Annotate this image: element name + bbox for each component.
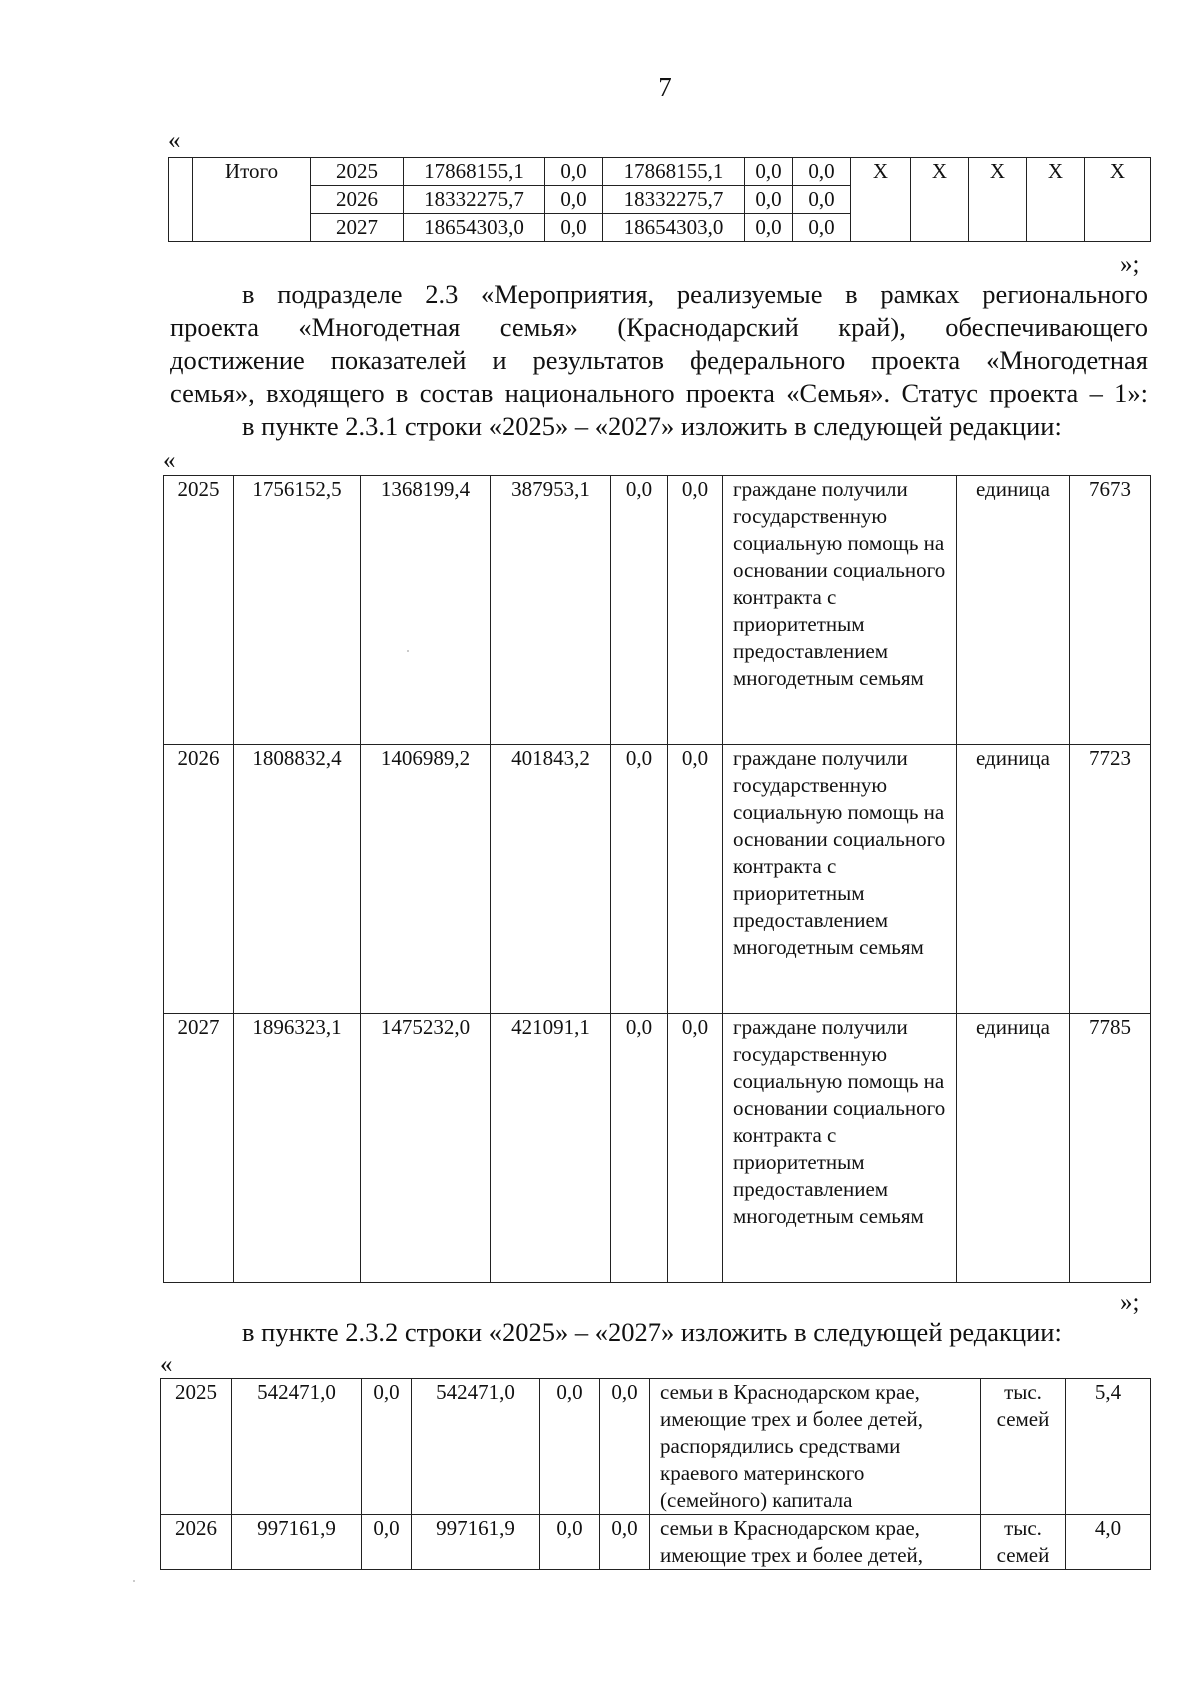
table-cell: 997161,9: [232, 1515, 362, 1570]
table-row: [161, 1515, 1151, 1570]
table-cell: 2027: [164, 1014, 234, 1283]
table-cell: граждане получили государственную социальную помощь на основании социального контракта с приоритетным предоставлением многодетным семьям: [723, 745, 957, 1014]
table-cell: 0,0: [793, 186, 851, 214]
table-cell: 0,0: [611, 1014, 668, 1283]
table-cell: 0,0: [745, 186, 793, 214]
table-cell: 17868155,1: [603, 158, 745, 186]
table-cell: 0,0: [668, 476, 723, 745]
paragraph-line: в подразделе 2.3 «Мероприятия, реализуемые в рамках регионального: [242, 279, 1148, 309]
table-cell: 0,0: [362, 1515, 412, 1570]
table-cell: 17868155,1: [404, 158, 545, 186]
table-cell: граждане получили государственную социальную помощь на основании социального контракта с приоритетным предоставлением многодетным семьям: [723, 1014, 957, 1283]
table-cell: 0,0: [745, 158, 793, 186]
close-quote-1: »;: [1120, 251, 1140, 278]
x-cell: Х: [1027, 158, 1085, 242]
table-cell: 18654303,0: [404, 214, 545, 242]
table-cell: 7673: [1070, 476, 1151, 745]
scan-speck: [133, 1580, 135, 1582]
table-cell: 0,0: [600, 1379, 650, 1515]
table-cell: 18654303,0: [603, 214, 745, 242]
itogo-table: [168, 157, 1151, 242]
table-cell: 1368199,4: [361, 476, 491, 745]
table-cell: [169, 158, 193, 242]
table-cell: единица: [957, 476, 1070, 745]
table-cell: 1756152,5: [234, 476, 361, 745]
table-cell: 0,0: [793, 158, 851, 186]
table-cell: тыс. семей: [981, 1379, 1066, 1515]
table-cell: 0,0: [540, 1515, 600, 1570]
open-quote-1: «: [168, 127, 181, 154]
table-cell: 387953,1: [491, 476, 611, 745]
table-cell: тыс. семей: [981, 1515, 1066, 1570]
table-cell: 0,0: [545, 214, 603, 242]
table-row: [164, 1014, 1151, 1283]
x-cell: Х: [969, 158, 1027, 242]
table-cell: 7723: [1070, 745, 1151, 1014]
table-cell: 1808832,4: [234, 745, 361, 1014]
table-cell: 997161,9: [412, 1515, 540, 1570]
table-cell: 18332275,7: [404, 186, 545, 214]
table-cell: 7785: [1070, 1014, 1151, 1283]
table-cell: 0,0: [600, 1515, 650, 1570]
table-row: [169, 158, 1151, 186]
table-row: [161, 1379, 1151, 1515]
page-number: 7: [658, 72, 672, 102]
table-2-3-2: [160, 1378, 1151, 1570]
open-quote-2: «: [163, 447, 176, 474]
table-cell: семьи в Краснодарском крае, имеющие трех и более детей, распорядились средствами краевого материнского (семейного) капитала: [650, 1379, 981, 1515]
table-cell: 1475232,0: [361, 1014, 491, 1283]
table-cell: семьи в Краснодарском крае, имеющие трех и более детей,: [650, 1515, 981, 1570]
table-cell: единица: [957, 745, 1070, 1014]
x-cell: Х: [911, 158, 969, 242]
x-cell: Х: [851, 158, 911, 242]
table-cell: 0,0: [745, 214, 793, 242]
table-cell: 0,0: [793, 214, 851, 242]
table-cell: 542471,0: [412, 1379, 540, 1515]
table-cell: граждане получили государственную социальную помощь на основании социального контракта с приоритетным предоставлением многодетным семьям: [723, 476, 957, 745]
table-cell: 2027: [311, 214, 404, 242]
table-row: [164, 476, 1151, 745]
close-quote-2: »;: [1120, 1289, 1140, 1316]
table-cell: 2025: [164, 476, 234, 745]
table-cell: 2026: [161, 1515, 232, 1570]
paragraph-line: достижение показателей и результатов федерального проекта «Многодетная: [170, 345, 1148, 375]
paragraph-2: в пункте 2.3.1 строки «2025» – «2027» изложить в следующей редакции:: [242, 411, 1062, 441]
paragraph-line: проекта «Многодетная семья» (Краснодарский край), обеспечивающего: [170, 312, 1148, 342]
table-cell: 0,0: [668, 745, 723, 1014]
table-cell: 421091,1: [491, 1014, 611, 1283]
table-row: [164, 745, 1151, 1014]
table-cell: 0,0: [611, 745, 668, 1014]
table-cell: 4,0: [1066, 1515, 1151, 1570]
scan-speck: [407, 650, 409, 652]
table-cell: 2025: [161, 1379, 232, 1515]
itogo-label: Итого: [193, 158, 311, 242]
table-cell: единица: [957, 1014, 1070, 1283]
table-cell: 2025: [311, 158, 404, 186]
table-cell: 0,0: [668, 1014, 723, 1283]
table-2-3-1: [163, 475, 1151, 1283]
table-cell: 1896323,1: [234, 1014, 361, 1283]
open-quote-3: «: [160, 1351, 173, 1378]
table-cell: 2026: [164, 745, 234, 1014]
paragraph-3: в пункте 2.3.2 строки «2025» – «2027» изложить в следующей редакции:: [242, 1317, 1062, 1347]
table-cell: 0,0: [545, 158, 603, 186]
table-cell: 0,0: [545, 186, 603, 214]
x-cell: Х: [1085, 158, 1151, 242]
table-cell: 1406989,2: [361, 745, 491, 1014]
table-cell: 542471,0: [232, 1379, 362, 1515]
table-cell: 2026: [311, 186, 404, 214]
table-cell: 0,0: [611, 476, 668, 745]
table-cell: 0,0: [362, 1379, 412, 1515]
paragraph-line: семья», входящего в состав национального проекта «Семья». Статус проекта – 1»:: [170, 378, 1148, 408]
table-cell: 401843,2: [491, 745, 611, 1014]
table-cell: 18332275,7: [603, 186, 745, 214]
table-cell: 5,4: [1066, 1379, 1151, 1515]
table-cell: 0,0: [540, 1379, 600, 1515]
